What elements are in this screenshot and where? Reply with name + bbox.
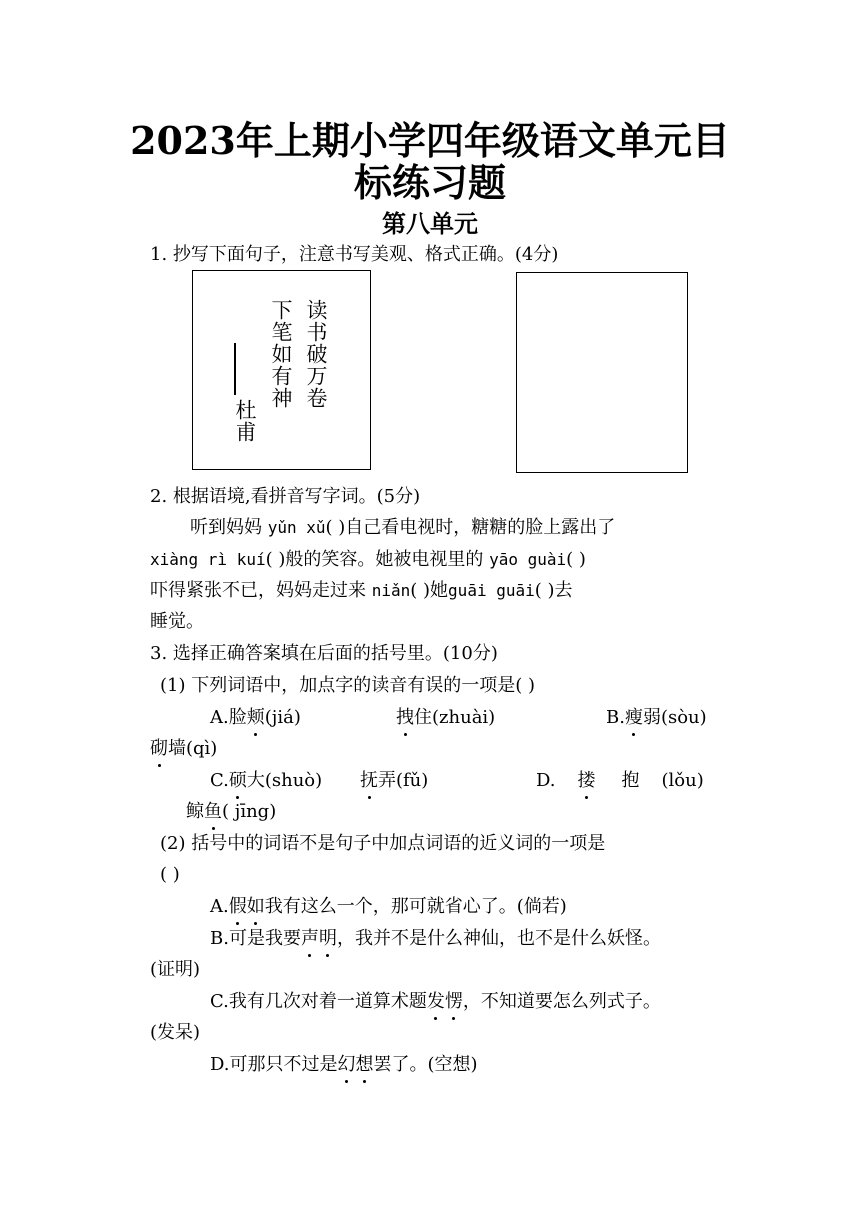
q2-line1: 听到妈妈 yǔn xǔ( )自己看电视时，糖糖的脸上露出了	[190, 517, 616, 538]
poem-author: 杜甫	[233, 399, 257, 443]
q3-s1-option-c[interactable]: C.硕大(shuò)	[210, 770, 323, 791]
q3-s1-option-b[interactable]: B.瘦弱(sòu)	[606, 707, 707, 728]
pinyin-nian: niǎn	[371, 581, 411, 600]
q2-line3: 吓得紧张不已，妈妈走过来 niǎn( )她guāi guāi( )去	[150, 580, 573, 601]
q3-s2-option-b[interactable]: B.可是我要声明，我并不是什么神仙，也不是什么妖怪。	[210, 928, 661, 949]
q3-s1-option-d-word2: 鲸鱼( jīng)	[186, 801, 277, 822]
q2-line2	[150, 548, 712, 572]
q3-s2-option-b-tail: (证明)	[150, 959, 201, 980]
q3-s2-option-c-tail: (发呆)	[150, 1022, 201, 1043]
answer-blank[interactable]: ( )她	[410, 580, 449, 601]
q3-s1-option-a-word2: 拽住(zhuài)	[396, 707, 496, 728]
pinyin-yunxu: yǔn xǔ	[267, 518, 326, 537]
q3-prompt: 3. 选择正确答案填在后面的括号里。(10分)	[150, 643, 498, 664]
answer-blank[interactable]: ( )般的笑容。她被电视里的	[265, 549, 490, 570]
pinyin-xiangrikui: xiàng rì kuí	[150, 550, 266, 569]
q3-s2-option-d[interactable]: D.可那只不过是幻想罢了。(空想)	[210, 1054, 478, 1075]
q3-s1-option-a[interactable]: A.脸颊(jiá)	[210, 707, 301, 728]
unit-subtitle: 第八单元	[382, 210, 478, 238]
q2-prompt: 2. 根据语境,看拼音写字词。(5分)	[150, 486, 421, 507]
q3-s1-option-c-word2: 抚弄(fǔ)	[360, 770, 429, 791]
poem-column-1: 读书破万卷	[304, 299, 328, 409]
page-title-line2: 标练习题	[353, 160, 506, 205]
q3-s1-option-b-word2: 砌墙(qì)	[150, 738, 218, 759]
author-dash	[234, 343, 236, 395]
q3-s1-prompt: (1) 下列词语中，加点字的读音有误的一项是( )	[160, 675, 535, 696]
q3-s1-option-d[interactable]: D. 搂 抱 (lǒu)	[536, 770, 704, 791]
q3-s2-answer-blank[interactable]: ( )	[160, 864, 180, 885]
q3-s2-option-c[interactable]: C.我有几次对着一道算术题发愣，不知道要怎么列式子。	[210, 991, 661, 1012]
poem-sample-box	[192, 270, 371, 470]
poem-column-2: 下笔如有神	[269, 299, 293, 409]
answer-blank[interactable]: ( )自己看电视时，糖糖的脸上露出了	[325, 517, 616, 538]
answer-blank[interactable]: ( )去	[534, 580, 573, 601]
pinyin-guaiguai: guāi guāi	[448, 581, 535, 600]
copy-writing-box[interactable]	[516, 272, 688, 473]
page-title-line1: 2023年上期小学四年级语文单元目	[130, 118, 730, 163]
answer-blank[interactable]: ( )	[566, 549, 586, 570]
q3-s2-option-a[interactable]: A.假如我有这么一个，那可就省心了。(倘若)	[210, 896, 567, 917]
q1-prompt: 1. 抄写下面句子，注意书写美观、格式正确。(4分)	[150, 244, 559, 265]
pinyin-yaoguai: yāo guài	[489, 550, 567, 569]
q2-line4: 睡觉。	[150, 611, 204, 632]
q3-s2-prompt: (2) 括号中的词语不是句子中加点词语的近义词的一项是	[160, 833, 606, 854]
